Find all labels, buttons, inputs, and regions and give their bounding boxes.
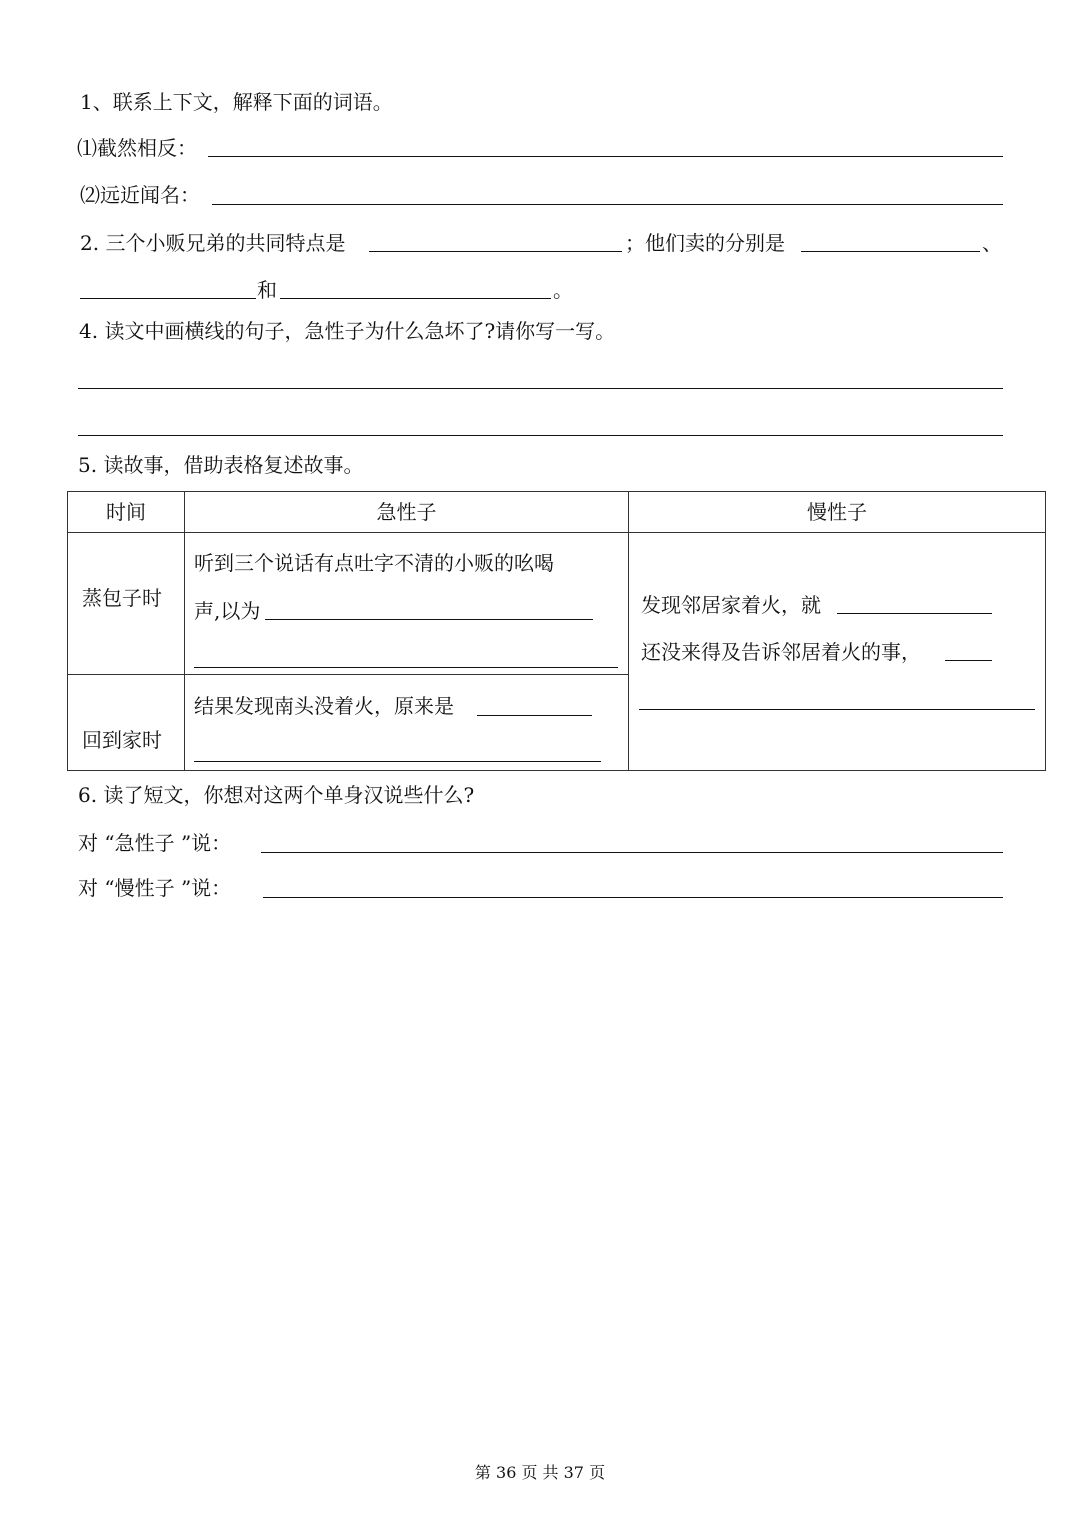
row1-fast-text-line1: 听到三个说话有点吐字不清的小贩的吆喝 xyxy=(194,551,554,575)
q2-text-part1: 2. 三个小贩兄弟的共同特点是 xyxy=(80,231,346,255)
header-fast-temper: 急性子 xyxy=(185,492,629,533)
page-footer: 第 36 页 共 37 页 xyxy=(474,1463,606,1482)
header-slow-temper: 慢性子 xyxy=(629,492,1046,533)
q4-title: 4. 读文中画横线的句子，急性子为什么急坏了?请你写一写。 xyxy=(79,319,616,343)
q2-text-part3: 、 xyxy=(982,231,1002,255)
row2-time-cell xyxy=(68,675,185,771)
row1-fast-text-line2: 声,以为 xyxy=(194,599,261,623)
q2-blank-item1[interactable] xyxy=(801,251,980,252)
slow-blank-1[interactable] xyxy=(837,613,992,614)
q1-item2-label: ⑵远近闻名： xyxy=(80,183,200,207)
slow-text-line2: 还没来得及告诉邻居着火的事， xyxy=(641,640,921,664)
row2-fast-cell xyxy=(185,675,629,771)
q2-text-part4: 和 xyxy=(257,278,277,302)
q2-text-part5: 。 xyxy=(553,278,573,302)
q6-title: 6. 读了短文，你想对这两个单身汉说些什么? xyxy=(78,783,475,807)
story-table xyxy=(67,491,1046,771)
q2-text-part2: ；他们卖的分别是 xyxy=(625,231,785,255)
slow-temper-cell xyxy=(629,533,1046,771)
row1-fast-cell xyxy=(185,533,629,675)
row2-fast-blank-2[interactable] xyxy=(194,761,601,762)
q1-title: 1、联系上下文，解释下面的词语。 xyxy=(80,90,393,114)
row1-fast-blank-2[interactable] xyxy=(194,667,618,668)
row1-time-cell xyxy=(68,533,185,675)
q4-answer-line-1[interactable] xyxy=(78,388,1003,389)
q1-item1-label: ⑴截然相反： xyxy=(77,136,197,160)
q1-item2-answer-line[interactable] xyxy=(212,204,1003,205)
q2-blank-item3[interactable] xyxy=(280,298,551,299)
q6-item2-label: 对 “慢性子 ”说： xyxy=(78,876,232,900)
q2-blank-item2[interactable] xyxy=(80,298,256,299)
q6-item1-answer-line[interactable] xyxy=(261,852,1003,853)
q6-item1-label: 对 “急性子 ”说： xyxy=(78,831,232,855)
slow-blank-3[interactable] xyxy=(639,709,1035,710)
q4-answer-line-2[interactable] xyxy=(78,435,1003,436)
slow-blank-2[interactable] xyxy=(945,660,992,661)
row2-fast-blank-1[interactable] xyxy=(477,715,592,716)
q1-item1-answer-line[interactable] xyxy=(208,156,1003,157)
slow-text-line1: 发现邻居家着火，就 xyxy=(641,593,821,617)
q5-title: 5. 读故事，借助表格复述故事。 xyxy=(78,453,364,477)
row1-time-label: 蒸包子时 xyxy=(82,586,162,610)
row2-time-label: 回到家时 xyxy=(82,728,162,752)
row2-fast-text-line1: 结果发现南头没着火，原来是 xyxy=(194,694,454,718)
row1-fast-blank-1[interactable] xyxy=(265,619,593,620)
q2-blank-common-trait[interactable] xyxy=(369,251,622,252)
header-time: 时间 xyxy=(68,492,185,533)
q6-item2-answer-line[interactable] xyxy=(263,897,1003,898)
